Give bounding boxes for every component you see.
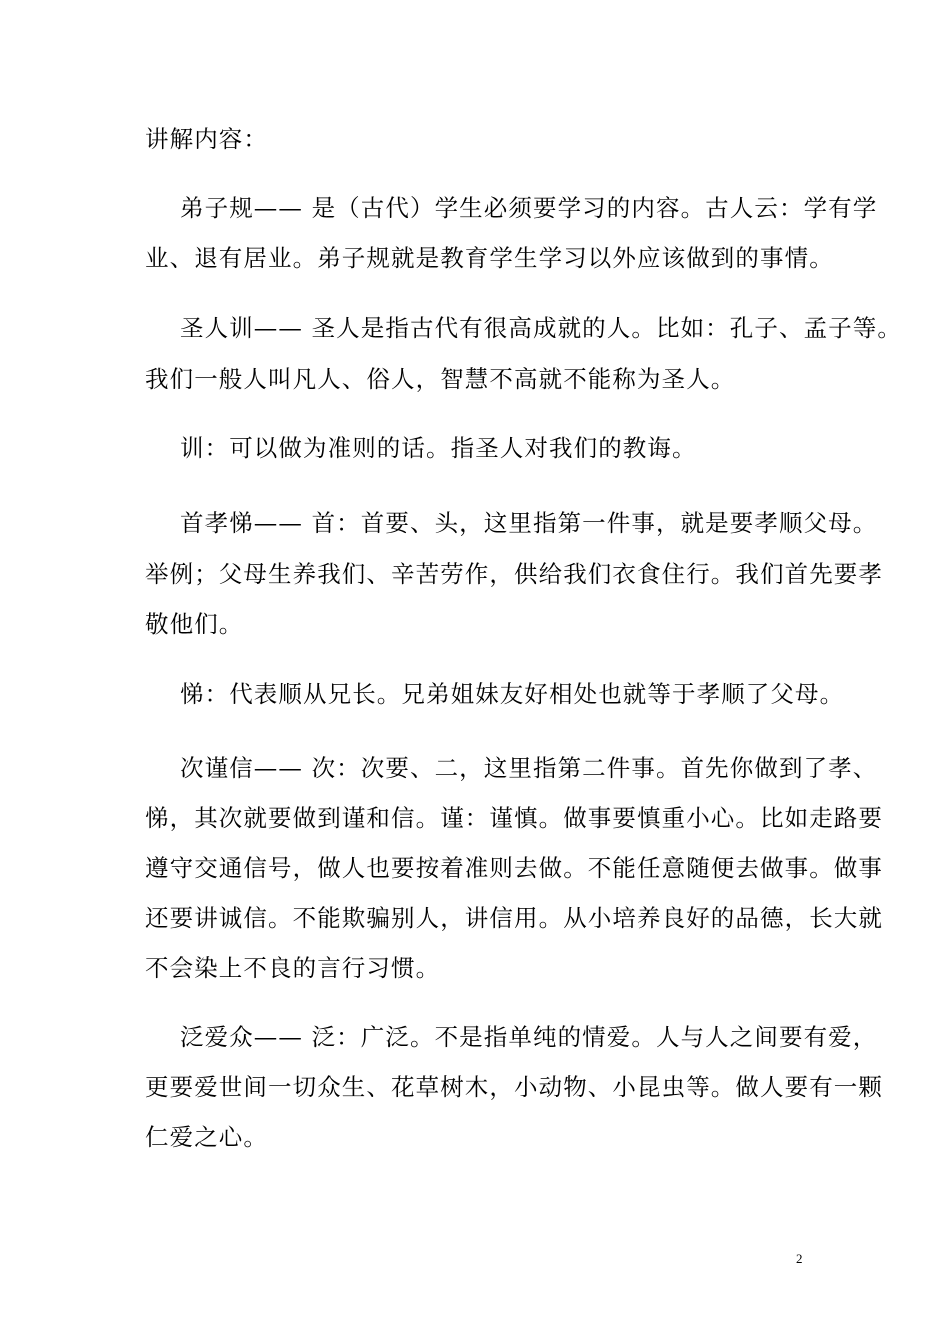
page-number: 2: [796, 1251, 803, 1266]
paragraph-line: 不会染上不良的言行习惯。: [145, 954, 441, 982]
section-heading: 讲解内容：: [145, 125, 268, 153]
paragraph-line: 仁爱之心。: [145, 1123, 268, 1151]
paragraph-line: 举例；父母生养我们、辛苦劳作，供给我们衣食住行。我们首先要孝: [145, 560, 883, 588]
paragraph-line: 遵守交通信号，做人也要按着准则去做。不能任意随便去做事。做事: [145, 854, 883, 882]
paragraph-line: 我们一般人叫凡人、俗人，智慧不高就不能称为圣人。: [145, 365, 736, 393]
paragraph-line: 训：可以做为准则的话。指圣人对我们的教诲。: [180, 434, 697, 462]
paragraph-line: 悌，其次就要做到谨和信。谨：谨慎。做事要慎重小心。比如走路要: [145, 804, 883, 832]
paragraph-line: 泛爱众—— 泛：广泛。不是指单纯的情爱。人与人之间要有爱，: [180, 1023, 878, 1051]
paragraph-line: 还要讲诚信。不能欺骗别人，讲信用。从小培养良好的品德，长大就: [145, 904, 883, 932]
paragraph-line: 业、退有居业。弟子规就是教育学生学习以外应该做到的事情。: [145, 244, 834, 272]
paragraph-line: 更要爱世间一切众生、花草树木，小动物、小昆虫等。做人要有一颗: [145, 1073, 883, 1101]
paragraph-line: 悌：代表顺从兄长。兄弟姐妹友好相处也就等于孝顺了父母。: [180, 680, 845, 708]
paragraph-line: 弟子规—— 是（古代）学生必须要学习的内容。古人云：学有学: [180, 194, 878, 222]
paragraph-line: 敬他们。: [145, 610, 244, 638]
paragraph-line: 首孝悌—— 首：首要、头，这里指第一件事，就是要孝顺父母。: [180, 509, 878, 537]
paragraph-line: 次谨信—— 次：次要、二，这里指第二件事。首先你做到了孝、: [180, 754, 878, 782]
paragraph-line: 圣人训—— 圣人是指古代有很高成就的人。比如：孔子、孟子等。: [180, 314, 902, 342]
